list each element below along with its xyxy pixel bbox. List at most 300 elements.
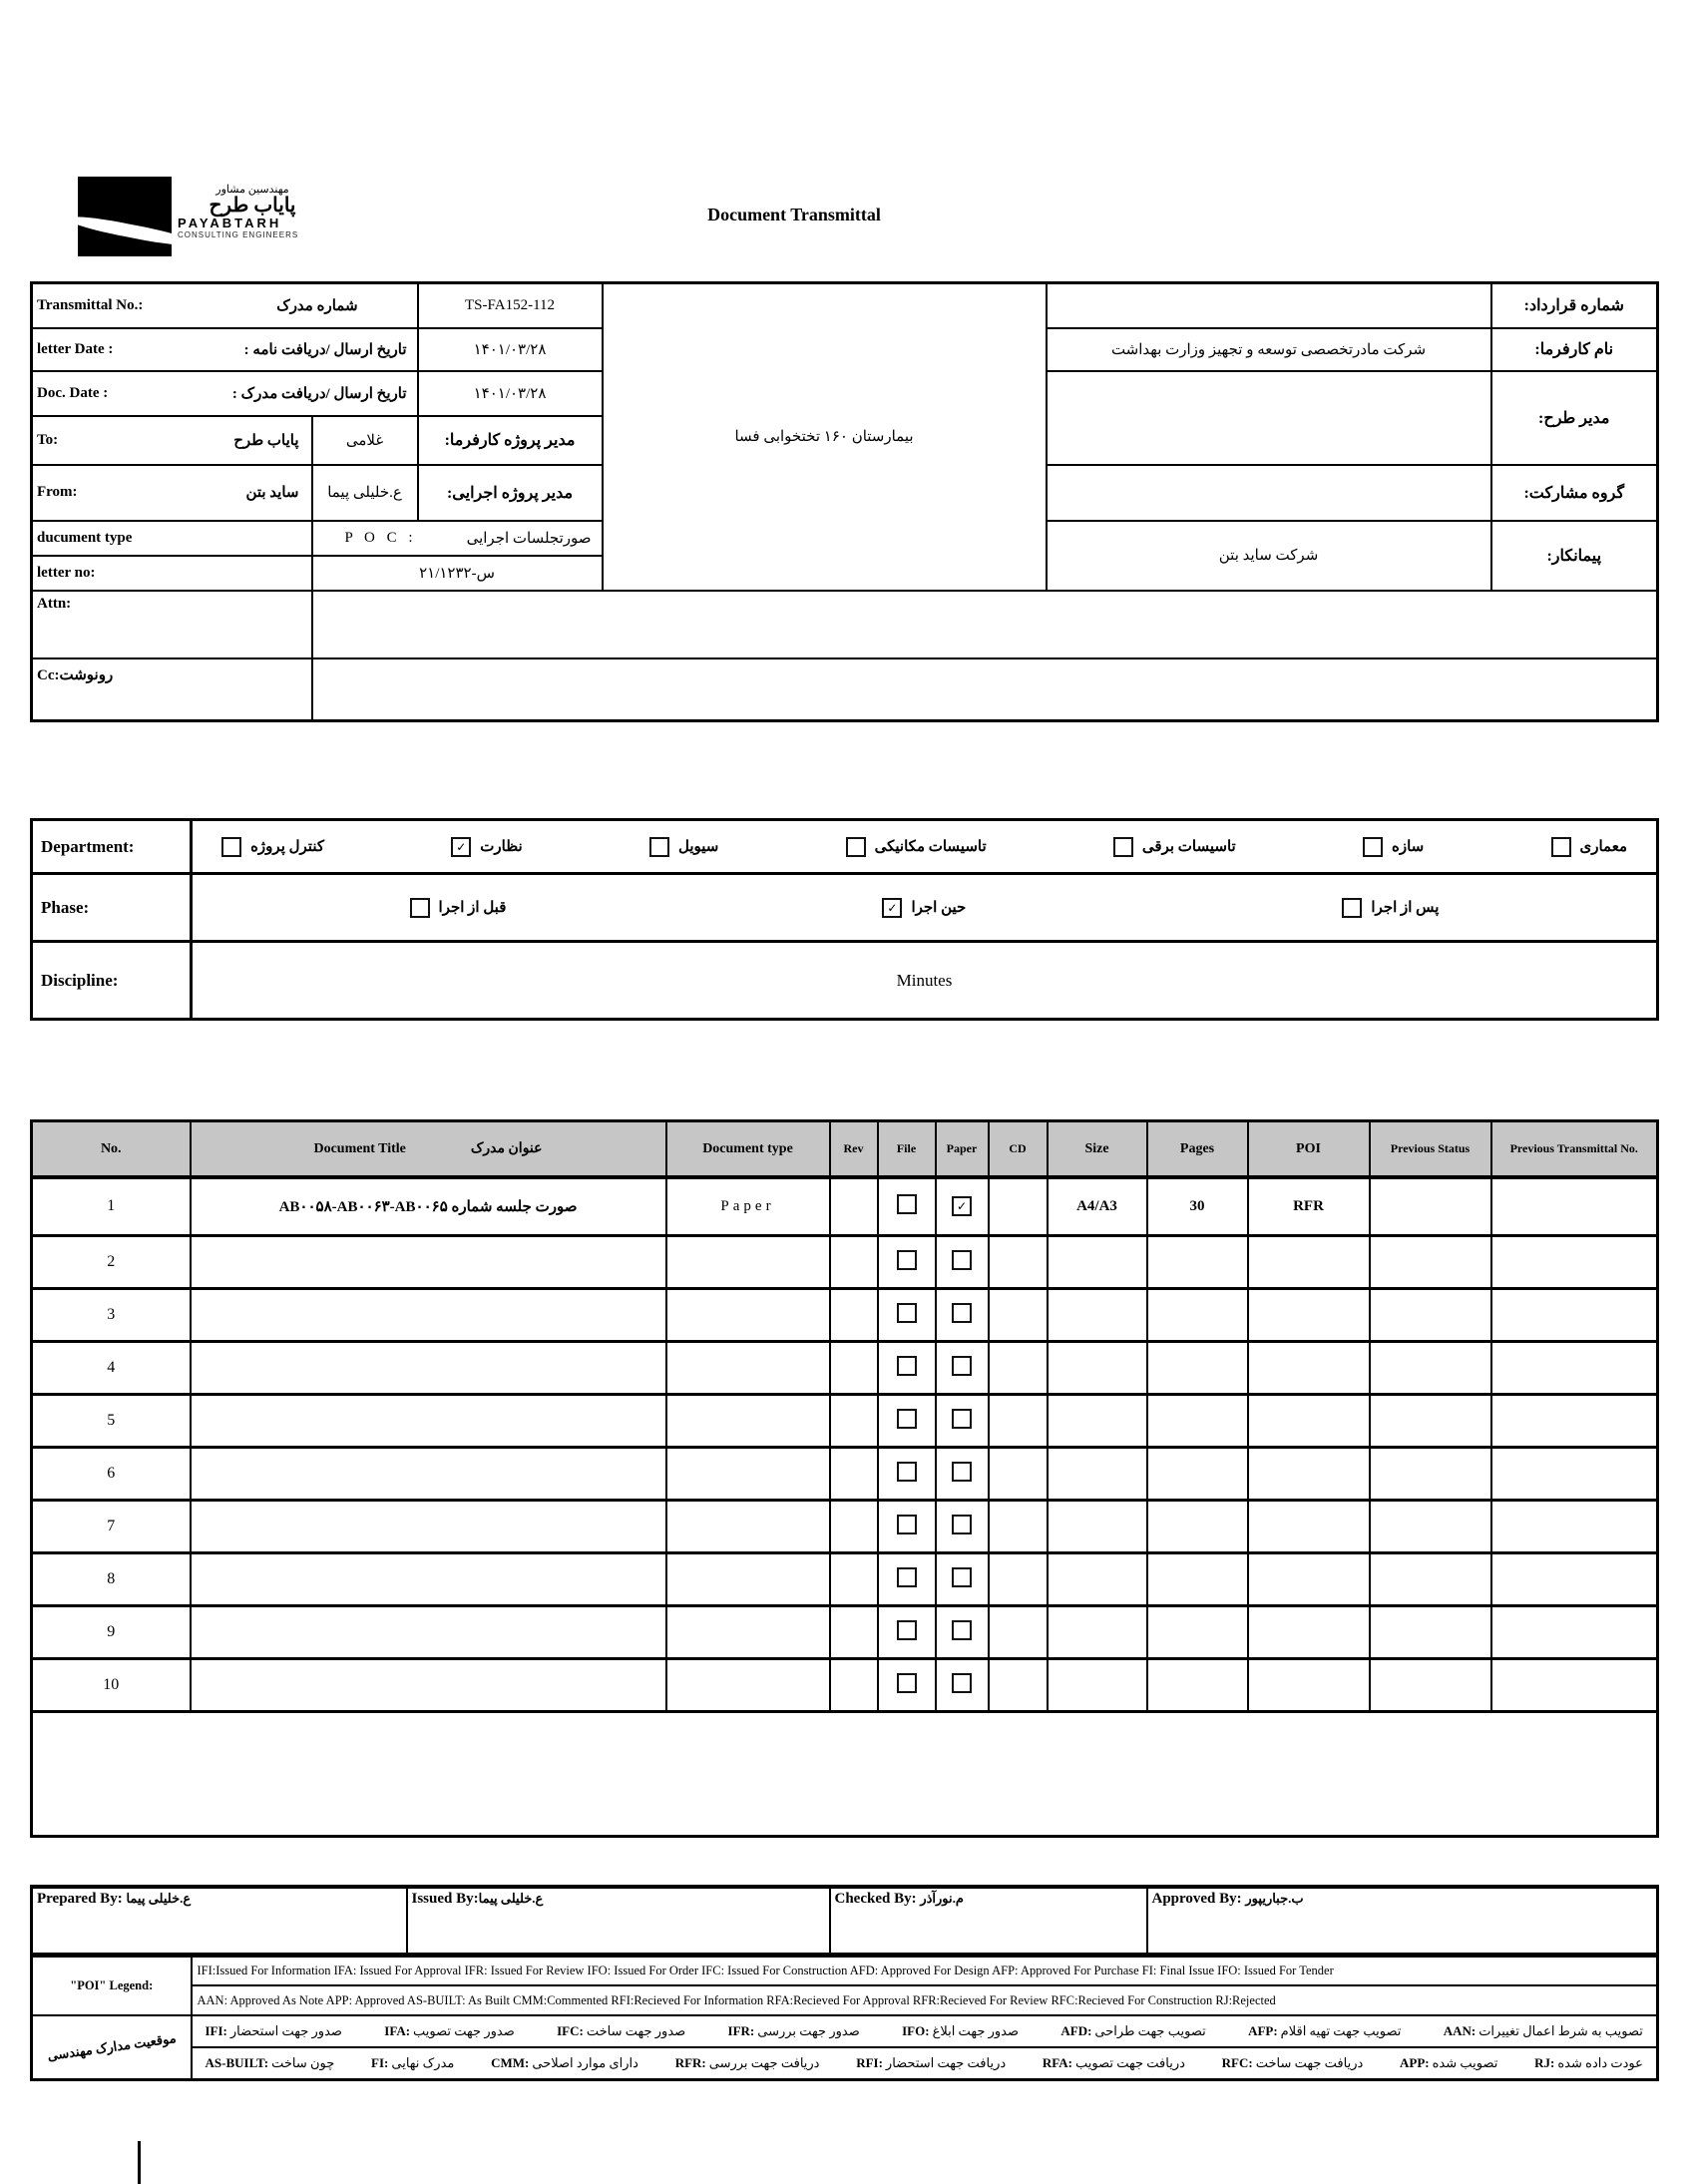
fa-legend-entry-code: IFI: xyxy=(205,2023,227,2038)
fa-legend-entry-code: RFR: xyxy=(674,2054,706,2070)
fa-legend-entry-code: FI: xyxy=(371,2054,389,2070)
company-logo-text xyxy=(178,183,327,239)
fa-legend-entry-code: RFI: xyxy=(856,2054,883,2070)
prepared-by-label: Prepared By: xyxy=(37,1891,123,1907)
paper-checkbox[interactable] xyxy=(952,1673,972,1693)
phase-option[interactable] xyxy=(882,898,966,918)
row-paper-cell xyxy=(936,1395,989,1448)
row-size[interactable] xyxy=(1048,1606,1147,1659)
design-manager-value[interactable] xyxy=(1047,371,1491,465)
fa-legend-entry xyxy=(902,2023,1019,2039)
row-poi[interactable] xyxy=(1248,1501,1370,1553)
poi-legend-label: "POI" Legend: xyxy=(32,1956,192,2015)
from-person[interactable]: ع.خلیلی پیما xyxy=(312,465,418,521)
row-size[interactable] xyxy=(1048,1289,1147,1342)
row-prev-status[interactable] xyxy=(1370,1289,1491,1342)
col-size: Size xyxy=(1048,1121,1147,1177)
letter-date-label: letter Date : xyxy=(37,340,114,357)
file-checkbox[interactable] xyxy=(897,1356,917,1376)
department-label: Department: xyxy=(32,820,192,874)
row-cd[interactable] xyxy=(989,1501,1048,1553)
row-prev-status[interactable] xyxy=(1370,1606,1491,1659)
row-no[interactable]: 8 xyxy=(32,1553,191,1606)
fa-legend-entry xyxy=(1444,2023,1643,2039)
fa-legend-entry-desc: تصویب جهت تهیه اقلام xyxy=(1280,2023,1402,2038)
row-prev-status[interactable] xyxy=(1370,1236,1491,1289)
table-row xyxy=(32,1659,1658,1712)
row-file-cell xyxy=(878,1289,936,1342)
row-rev[interactable] xyxy=(830,1342,878,1395)
table-row xyxy=(32,1395,1658,1448)
row-no[interactable]: 5 xyxy=(32,1395,191,1448)
jv-value[interactable] xyxy=(1047,465,1491,521)
fa-legend-entry-code: AS-BUILT: xyxy=(205,2054,269,2070)
file-checkbox[interactable] xyxy=(897,1673,917,1693)
contractor-value[interactable]: شرکت ساید بتن xyxy=(1047,521,1491,591)
row-pages[interactable] xyxy=(1147,1553,1248,1606)
file-checkbox[interactable] xyxy=(897,1567,917,1587)
row-doctype[interactable] xyxy=(666,1236,830,1289)
client-name-label: نام کارفرما: xyxy=(1491,328,1658,371)
file-checkbox[interactable] xyxy=(897,1194,917,1214)
row-cd[interactable] xyxy=(989,1289,1048,1342)
row-rev[interactable] xyxy=(830,1501,878,1553)
fa-legend-entry-code: AFP: xyxy=(1248,2023,1278,2038)
row-prev-transmittal[interactable] xyxy=(1491,1553,1658,1606)
fa-legend-entry xyxy=(384,2023,514,2039)
row-size[interactable] xyxy=(1048,1659,1147,1712)
row-paper-cell xyxy=(936,1342,989,1395)
phase-options xyxy=(197,898,1652,918)
row-poi[interactable] xyxy=(1248,1448,1370,1501)
issued-by-name[interactable]: ع.خلیلی پیما xyxy=(478,1891,544,1906)
fa-legend-entry-desc: چون ساخت xyxy=(271,2054,335,2070)
row-title[interactable] xyxy=(191,1236,666,1289)
row-file-cell xyxy=(878,1501,936,1553)
from-label: From: xyxy=(37,484,78,500)
row-paper-cell xyxy=(936,1177,989,1236)
row-rev[interactable] xyxy=(830,1553,878,1606)
contract-no-label: شماره قرارداد: xyxy=(1491,283,1658,328)
fa-legend-entry xyxy=(206,2023,342,2039)
department-option[interactable] xyxy=(451,837,522,857)
row-cd[interactable] xyxy=(989,1448,1048,1501)
col-rev: Rev xyxy=(830,1121,878,1177)
row-cd[interactable] xyxy=(989,1342,1048,1395)
file-checkbox[interactable] xyxy=(897,1250,917,1270)
row-poi[interactable] xyxy=(1248,1606,1370,1659)
row-pages[interactable] xyxy=(1147,1659,1248,1712)
paper-checkbox[interactable] xyxy=(952,1462,972,1482)
exec-pm-label: مدیر پروژه اجرایی: xyxy=(418,465,603,521)
remarks-empty-area[interactable] xyxy=(32,1712,1658,1837)
paper-checkbox[interactable] xyxy=(952,1356,972,1376)
logo-fa-name: پایاب طرح xyxy=(209,195,296,217)
fa-legend-entry-code: AAN: xyxy=(1443,2023,1477,2038)
row-prev-status[interactable] xyxy=(1370,1659,1491,1712)
fa-legend-entry-desc: دریافت جهت تصویب xyxy=(1075,2054,1185,2070)
row-rev[interactable] xyxy=(830,1395,878,1448)
row-pages[interactable] xyxy=(1147,1501,1248,1553)
paper-checkbox[interactable] xyxy=(952,1515,972,1534)
checked-by-name[interactable]: م.نورآذر xyxy=(920,1891,964,1906)
row-prev-transmittal[interactable] xyxy=(1491,1659,1658,1712)
row-cd[interactable] xyxy=(989,1553,1048,1606)
fa-legend-line2 xyxy=(198,2055,1652,2071)
logo-en-name: PAYABTARH xyxy=(178,216,282,230)
fa-legend-entry xyxy=(491,2055,638,2071)
paper-checkbox[interactable] xyxy=(952,1409,972,1429)
department-option[interactable] xyxy=(1363,837,1424,857)
col-doctype: Document type xyxy=(666,1121,830,1177)
fa-legend-entry-code: APP: xyxy=(1400,2054,1430,2070)
row-size[interactable]: A4/A3 xyxy=(1048,1177,1147,1236)
phase-option-label: حین اجرا xyxy=(911,900,967,916)
fa-legend-entry-desc: صدور جهت ساخت xyxy=(586,2023,686,2038)
approved-by-label: Approved By: xyxy=(1151,1891,1242,1907)
table-row xyxy=(32,1289,1658,1342)
row-rev[interactable] xyxy=(830,1236,878,1289)
checked-by-label: Checked By: xyxy=(834,1891,917,1907)
discipline-label: Discipline: xyxy=(32,942,192,1020)
col-prev-status: Previous Status xyxy=(1370,1121,1491,1177)
project-name: بیمارستان ۱۶۰ تختخوابی فسا xyxy=(603,283,1047,591)
row-rev[interactable] xyxy=(830,1177,878,1236)
department-option-checkbox[interactable] xyxy=(221,837,241,857)
row-paper-cell xyxy=(936,1289,989,1342)
row-title[interactable] xyxy=(191,1501,666,1553)
row-title[interactable] xyxy=(191,1395,666,1448)
doc-date-value[interactable]: ۱۴۰۱/۰۳/۲۸ xyxy=(418,371,603,416)
fa-legend-entry-code: CMM: xyxy=(491,2054,530,2070)
row-no[interactable]: 2 xyxy=(32,1236,191,1289)
department-options xyxy=(197,837,1652,857)
cc-value[interactable] xyxy=(312,658,1658,721)
phase-option-checkbox[interactable] xyxy=(1342,898,1362,918)
row-no[interactable]: 3 xyxy=(32,1289,191,1342)
row-prev-transmittal[interactable] xyxy=(1491,1342,1658,1395)
row-file-cell xyxy=(878,1342,936,1395)
row-pages[interactable] xyxy=(1147,1342,1248,1395)
fa-legend-entry-desc: دریافت جهت بررسی xyxy=(708,2054,820,2070)
client-name-value[interactable]: شرکت مادرتخصصی توسعه و تجهیز وزارت بهداشت xyxy=(1047,328,1491,371)
letter-no-value[interactable]: ۲۱/۱۲۳۲-س xyxy=(312,556,603,591)
transmittal-no-label-fa: شماره مدرک xyxy=(276,297,358,314)
row-pages[interactable] xyxy=(1147,1236,1248,1289)
department-option-label: نظارت xyxy=(480,839,523,855)
fa-legend-entry xyxy=(1060,2023,1205,2039)
row-file-cell xyxy=(878,1177,936,1236)
file-checkbox[interactable] xyxy=(897,1409,917,1429)
row-poi[interactable] xyxy=(1248,1236,1370,1289)
row-doctype[interactable] xyxy=(666,1501,830,1553)
col-pages: Pages xyxy=(1147,1121,1248,1177)
row-prev-transmittal[interactable] xyxy=(1491,1448,1658,1501)
row-doctype[interactable] xyxy=(666,1289,830,1342)
row-doctype[interactable] xyxy=(666,1659,830,1712)
row-file-cell xyxy=(878,1606,936,1659)
fa-legend-entry-desc: صدور جهت استحضار xyxy=(229,2023,342,2038)
jv-label: گروه مشارکت: xyxy=(1491,465,1658,521)
fa-legend-entry xyxy=(856,2055,1006,2071)
logo-en-subtitle: CONSULTING ENGINEERS xyxy=(178,230,299,239)
row-poi[interactable] xyxy=(1248,1553,1370,1606)
attn-label: Attn: xyxy=(32,591,312,658)
table-row xyxy=(32,1236,1658,1289)
row-size[interactable] xyxy=(1048,1395,1147,1448)
doctype-fa[interactable]: صورتجلسات اجرایی xyxy=(466,530,592,547)
fa-legend-line1 xyxy=(198,2023,1652,2039)
logo-fa-tagline: مهندسین مشاور xyxy=(215,184,289,196)
row-pages[interactable] xyxy=(1147,1395,1248,1448)
row-size[interactable] xyxy=(1048,1448,1147,1501)
row-title[interactable] xyxy=(191,1606,666,1659)
discipline-value[interactable]: Minutes xyxy=(192,942,1658,1020)
fa-legend-entry-desc: عودت داده شده xyxy=(1557,2054,1643,2070)
row-rev[interactable] xyxy=(830,1606,878,1659)
company-logo-icon xyxy=(78,177,172,256)
row-prev-transmittal[interactable] xyxy=(1491,1289,1658,1342)
row-no[interactable]: 7 xyxy=(32,1501,191,1553)
fa-legend-entry-code: IFC: xyxy=(557,2023,584,2038)
phase-option[interactable] xyxy=(410,898,507,918)
row-cd[interactable] xyxy=(989,1395,1048,1448)
row-rev[interactable] xyxy=(830,1659,878,1712)
to-value[interactable]: پایاب طرح xyxy=(233,432,299,449)
paper-checkbox[interactable] xyxy=(952,1567,972,1587)
prepared-by-name[interactable]: ع.خلیلی پیما xyxy=(126,1891,192,1906)
row-prev-status[interactable] xyxy=(1370,1501,1491,1553)
row-prev-transmittal[interactable] xyxy=(1491,1501,1658,1553)
row-prev-status[interactable] xyxy=(1370,1177,1491,1236)
fa-legend-entry-code: AFD: xyxy=(1060,2023,1092,2038)
row-file-cell xyxy=(878,1395,936,1448)
row-poi[interactable] xyxy=(1248,1289,1370,1342)
paper-checkbox[interactable] xyxy=(952,1303,972,1323)
row-file-cell xyxy=(878,1659,936,1712)
doc-date-label-fa: تاریخ ارسال /دریافت مدرک : xyxy=(231,385,407,402)
row-title[interactable] xyxy=(191,1289,666,1342)
row-poi[interactable] xyxy=(1248,1395,1370,1448)
row-pages[interactable]: 30 xyxy=(1147,1177,1248,1236)
row-rev[interactable] xyxy=(830,1448,878,1501)
row-paper-cell xyxy=(936,1448,989,1501)
fa-legend-entry-code: RFA: xyxy=(1042,2054,1072,2070)
table-row xyxy=(32,1448,1658,1501)
row-doctype[interactable]: Paper xyxy=(666,1177,830,1236)
row-title[interactable]: صورت جلسه شماره AB۰۰۵۸-AB۰۰۶۳-AB۰۰۶۵ xyxy=(191,1177,666,1236)
client-pm-label: مدیر پروژه کارفرما: xyxy=(418,416,603,465)
fa-legend-entry-code: IFR: xyxy=(727,2023,755,2038)
department-option[interactable] xyxy=(846,837,987,857)
design-manager-label: مدیر طرح: xyxy=(1491,371,1658,465)
table-row xyxy=(32,1553,1658,1606)
department-option-checkbox[interactable] xyxy=(1363,837,1383,857)
row-title[interactable] xyxy=(191,1342,666,1395)
paper-checkbox[interactable] xyxy=(952,1620,972,1640)
row-doctype[interactable] xyxy=(666,1395,830,1448)
department-option-checkbox[interactable]: ✓ xyxy=(451,837,471,857)
fa-legend-label: موقعیت مدارک مهندسی xyxy=(46,2029,178,2063)
row-prev-transmittal[interactable] xyxy=(1491,1236,1658,1289)
approved-by-name[interactable]: ب.جباریپور xyxy=(1245,1891,1304,1906)
col-prev-transmittal: Previous Transmittal No. xyxy=(1491,1121,1658,1177)
doctype-code[interactable]: P O C : xyxy=(344,529,417,546)
table-row xyxy=(32,1342,1658,1395)
row-cd[interactable] xyxy=(989,1659,1048,1712)
row-prev-transmittal[interactable] xyxy=(1491,1395,1658,1448)
department-option-label: سیویل xyxy=(677,839,719,855)
department-option-label: تاسیسات برقی xyxy=(1141,839,1236,855)
row-size[interactable] xyxy=(1048,1501,1147,1553)
department-option-checkbox[interactable] xyxy=(1113,837,1133,857)
fa-legend-entry-desc: دریافت جهت ساخت xyxy=(1255,2054,1364,2070)
row-doctype[interactable] xyxy=(666,1553,830,1606)
department-option-checkbox[interactable] xyxy=(846,837,866,857)
row-doctype[interactable] xyxy=(666,1448,830,1501)
row-file-cell xyxy=(878,1553,936,1606)
department-option-label: تاسیسات مکانیکی xyxy=(874,839,987,855)
legend-table xyxy=(30,1954,1659,2081)
fa-legend-entry xyxy=(1248,2023,1401,2039)
department-option[interactable] xyxy=(221,837,324,857)
file-checkbox[interactable] xyxy=(897,1303,917,1323)
row-prev-status[interactable] xyxy=(1370,1395,1491,1448)
fa-legend-entry-code: RJ: xyxy=(1534,2054,1555,2070)
col-no: No. xyxy=(32,1121,191,1177)
letter-date-value[interactable]: ۱۴۰۱/۰۳/۲۸ xyxy=(418,328,603,371)
doctype-label: ducument type xyxy=(32,521,312,556)
contract-no-value[interactable] xyxy=(1047,283,1491,328)
row-no[interactable]: 9 xyxy=(32,1606,191,1659)
fa-legend-entry xyxy=(675,2055,820,2071)
fa-legend-entry-desc: تصویب به شرط اعمال تغییرات xyxy=(1478,2023,1643,2038)
row-no[interactable]: 4 xyxy=(32,1342,191,1395)
fa-legend-entry xyxy=(1400,2055,1497,2071)
department-option-label: کنترل پروژه xyxy=(250,839,324,855)
page-title: Document Transmittal xyxy=(707,205,881,224)
row-poi[interactable]: RFR xyxy=(1248,1177,1370,1236)
issued-by-label: Issued By: xyxy=(411,1891,479,1907)
from-value[interactable]: ساید بتن xyxy=(245,485,299,501)
row-size[interactable] xyxy=(1048,1553,1147,1606)
row-prev-status[interactable] xyxy=(1370,1553,1491,1606)
phase-label: Phase: xyxy=(32,874,192,942)
table-row xyxy=(32,1501,1658,1553)
to-person[interactable]: غلامی xyxy=(312,416,418,465)
row-title[interactable] xyxy=(191,1448,666,1501)
department-option[interactable] xyxy=(1551,837,1628,857)
department-option[interactable] xyxy=(649,837,718,857)
phase-option-checkbox[interactable] xyxy=(410,898,430,918)
col-paper: Paper xyxy=(936,1121,989,1177)
classification-table xyxy=(30,818,1659,1021)
table-row xyxy=(32,1606,1658,1659)
department-option-label: سازه xyxy=(1391,839,1425,855)
fa-legend-entry xyxy=(1534,2055,1643,2071)
fa-legend-entry-code: IFA: xyxy=(384,2023,411,2038)
row-file-cell xyxy=(878,1236,936,1289)
phase-option-checkbox[interactable]: ✓ xyxy=(882,898,902,918)
row-doctype[interactable] xyxy=(666,1606,830,1659)
row-cd[interactable] xyxy=(989,1236,1048,1289)
transmittal-no-value[interactable]: TS-FA152-112 xyxy=(418,283,603,328)
attn-value[interactable] xyxy=(312,591,1658,658)
transmittal-no-label: Transmittal No.: xyxy=(37,296,144,313)
row-prev-status[interactable] xyxy=(1370,1448,1491,1501)
col-title-fa: عنوان مدرک xyxy=(470,1140,543,1156)
row-prev-status[interactable] xyxy=(1370,1342,1491,1395)
poi-legend-line2: AAN: Approved As Note APP: Approved AS-BUILT: As Built CMM:Commented RFI:Recieved For Information RFA:Recieved For Approval RFR:Recieved For Review RFC:Recieved For Construction RJ:Rejected xyxy=(192,1985,1658,2015)
row-paper-cell xyxy=(936,1659,989,1712)
row-no[interactable]: 1 xyxy=(32,1177,191,1236)
row-title[interactable] xyxy=(191,1553,666,1606)
col-cd: CD xyxy=(989,1121,1048,1177)
cc-label-fa: رونوشت xyxy=(59,666,114,683)
fa-legend-entry xyxy=(206,2055,335,2071)
row-rev[interactable] xyxy=(830,1289,878,1342)
file-checkbox[interactable] xyxy=(897,1515,917,1534)
letter-no-label: letter no: xyxy=(32,556,312,591)
row-cd[interactable] xyxy=(989,1177,1048,1236)
col-title-en: Document Title xyxy=(313,1140,406,1156)
paper-checkbox[interactable]: ✓ xyxy=(952,1196,972,1216)
letter-date-label-fa: تاریخ ارسال /دریافت نامه : xyxy=(243,341,407,358)
fa-legend-entry-desc: صدور جهت بررسی xyxy=(757,2023,860,2038)
row-size[interactable] xyxy=(1048,1342,1147,1395)
doc-date-label: Doc. Date : xyxy=(37,384,109,401)
row-prev-transmittal[interactable] xyxy=(1491,1606,1658,1659)
file-checkbox[interactable] xyxy=(897,1462,917,1482)
phase-option-label: پس از اجرا xyxy=(1371,900,1440,916)
row-size[interactable] xyxy=(1048,1236,1147,1289)
row-pages[interactable] xyxy=(1147,1289,1248,1342)
fa-legend-entry-desc: مدرک نهایی xyxy=(391,2054,455,2070)
phase-option[interactable] xyxy=(1342,898,1439,918)
fa-legend-entry-code: RFC: xyxy=(1221,2054,1253,2070)
col-poi: POI xyxy=(1248,1121,1370,1177)
row-paper-cell xyxy=(936,1501,989,1553)
to-label: To: xyxy=(37,431,59,448)
row-pages[interactable] xyxy=(1147,1606,1248,1659)
table-row xyxy=(32,1177,1658,1236)
row-cd[interactable] xyxy=(989,1606,1048,1659)
paper-checkbox[interactable] xyxy=(952,1250,972,1270)
row-title[interactable] xyxy=(191,1659,666,1712)
row-poi[interactable] xyxy=(1248,1342,1370,1395)
row-no[interactable]: 6 xyxy=(32,1448,191,1501)
row-no[interactable]: 10 xyxy=(32,1659,191,1712)
file-checkbox[interactable] xyxy=(897,1620,917,1640)
header-table xyxy=(30,281,1659,722)
fa-legend-entry-desc: تصویب شده xyxy=(1432,2054,1498,2070)
fa-legend-entry xyxy=(557,2023,685,2039)
department-option[interactable] xyxy=(1113,837,1236,857)
department-option-checkbox[interactable] xyxy=(649,837,669,857)
phase-option-label: قبل از اجرا xyxy=(438,900,507,916)
col-file: File xyxy=(878,1121,936,1177)
row-paper-cell xyxy=(936,1553,989,1606)
poi-legend-line1: IFI:Issued For Information IFA: Issued For Approval IFR: Issued For Review IFO: Issued For Order IFC: Issued For Construction AFD: Approved For Design AFP: Approved For Purchase FI: Final Issue IFO: Issued For Tender xyxy=(192,1956,1658,1985)
row-file-cell xyxy=(878,1448,936,1501)
row-poi[interactable] xyxy=(1248,1659,1370,1712)
fa-legend-entry-code: IFO: xyxy=(902,2023,930,2038)
row-pages[interactable] xyxy=(1147,1448,1248,1501)
row-doctype[interactable] xyxy=(666,1342,830,1395)
fa-legend-entry-desc: تصویب جهت طراحی xyxy=(1094,2023,1206,2038)
department-option-checkbox[interactable] xyxy=(1551,837,1571,857)
row-prev-transmittal[interactable] xyxy=(1491,1177,1658,1236)
